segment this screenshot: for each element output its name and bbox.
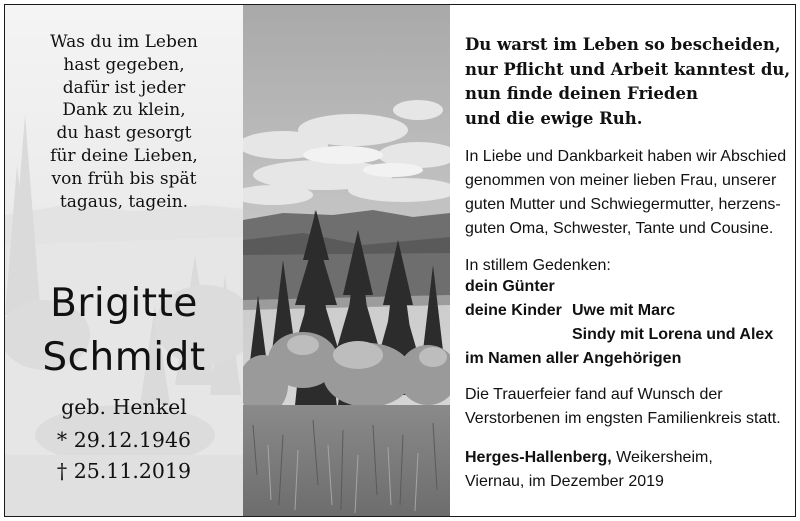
- poem-line: hast gegeben,: [63, 54, 185, 75]
- poem-line: Was du im Leben: [50, 32, 198, 52]
- mourner-relatives: im Namen aller Angehörigen: [465, 350, 682, 367]
- farewell-line: guten Oma, Schwester, Tante und Cousine.: [465, 220, 774, 237]
- birth-name: geb. Henkel: [61, 395, 187, 419]
- location-date-line: Viernau, im Dezember 2019: [465, 473, 664, 490]
- deceased-first-name: Brigitte: [50, 281, 198, 326]
- motto-line: und die ewige Ruh.: [465, 108, 643, 128]
- poem-line: du hast gesorgt: [56, 123, 192, 144]
- mourner-children-1: Uwe mit Marc: [572, 302, 676, 319]
- birth-date: * 29.12.1946: [56, 428, 192, 452]
- mourners-intro: In stillem Gedenken:: [465, 257, 611, 274]
- farewell-line: genommen von meiner lieben Frau, unserer: [465, 172, 777, 189]
- location-rest: Weikersheim,: [611, 449, 713, 466]
- poem-line: für deine Lieben,: [50, 145, 198, 166]
- poem-line: von früh bis spät: [51, 168, 197, 189]
- outer-border: [4, 4, 796, 517]
- farewell-line: In Liebe und Dankbarkeit haben wir Abschied: [465, 148, 787, 165]
- poem-line: Dank zu klein,: [62, 100, 186, 121]
- motto-line: nur Pflicht und Arbeit kanntest du,: [465, 59, 791, 79]
- mourner-husband: dein Günter: [465, 278, 555, 295]
- mourner-children-2: Sindy mit Lorena und Alex: [572, 326, 774, 343]
- mourner-children-label: deine Kinder: [465, 302, 562, 319]
- funeral-note-line: Die Trauerfeier fand auf Wunsch der: [465, 386, 723, 403]
- location-bold: Herges-Hallenberg,: [465, 449, 612, 466]
- motto-line: Du warst im Leben so bescheiden,: [465, 35, 781, 54]
- funeral-note-line: Verstorbenen im engsten Familienkreis statt.: [465, 410, 781, 427]
- motto-line: nun finde deinen Frieden: [465, 84, 698, 103]
- farewell-line: guten Mutter und Schwiegermutter, herzens-: [465, 196, 781, 213]
- poem-line: dafür ist jeder: [62, 77, 186, 98]
- deceased-last-name: Schmidt: [42, 335, 206, 380]
- poem-line: tagaus, tagein.: [59, 191, 189, 212]
- death-date: † 25.11.2019: [56, 459, 192, 483]
